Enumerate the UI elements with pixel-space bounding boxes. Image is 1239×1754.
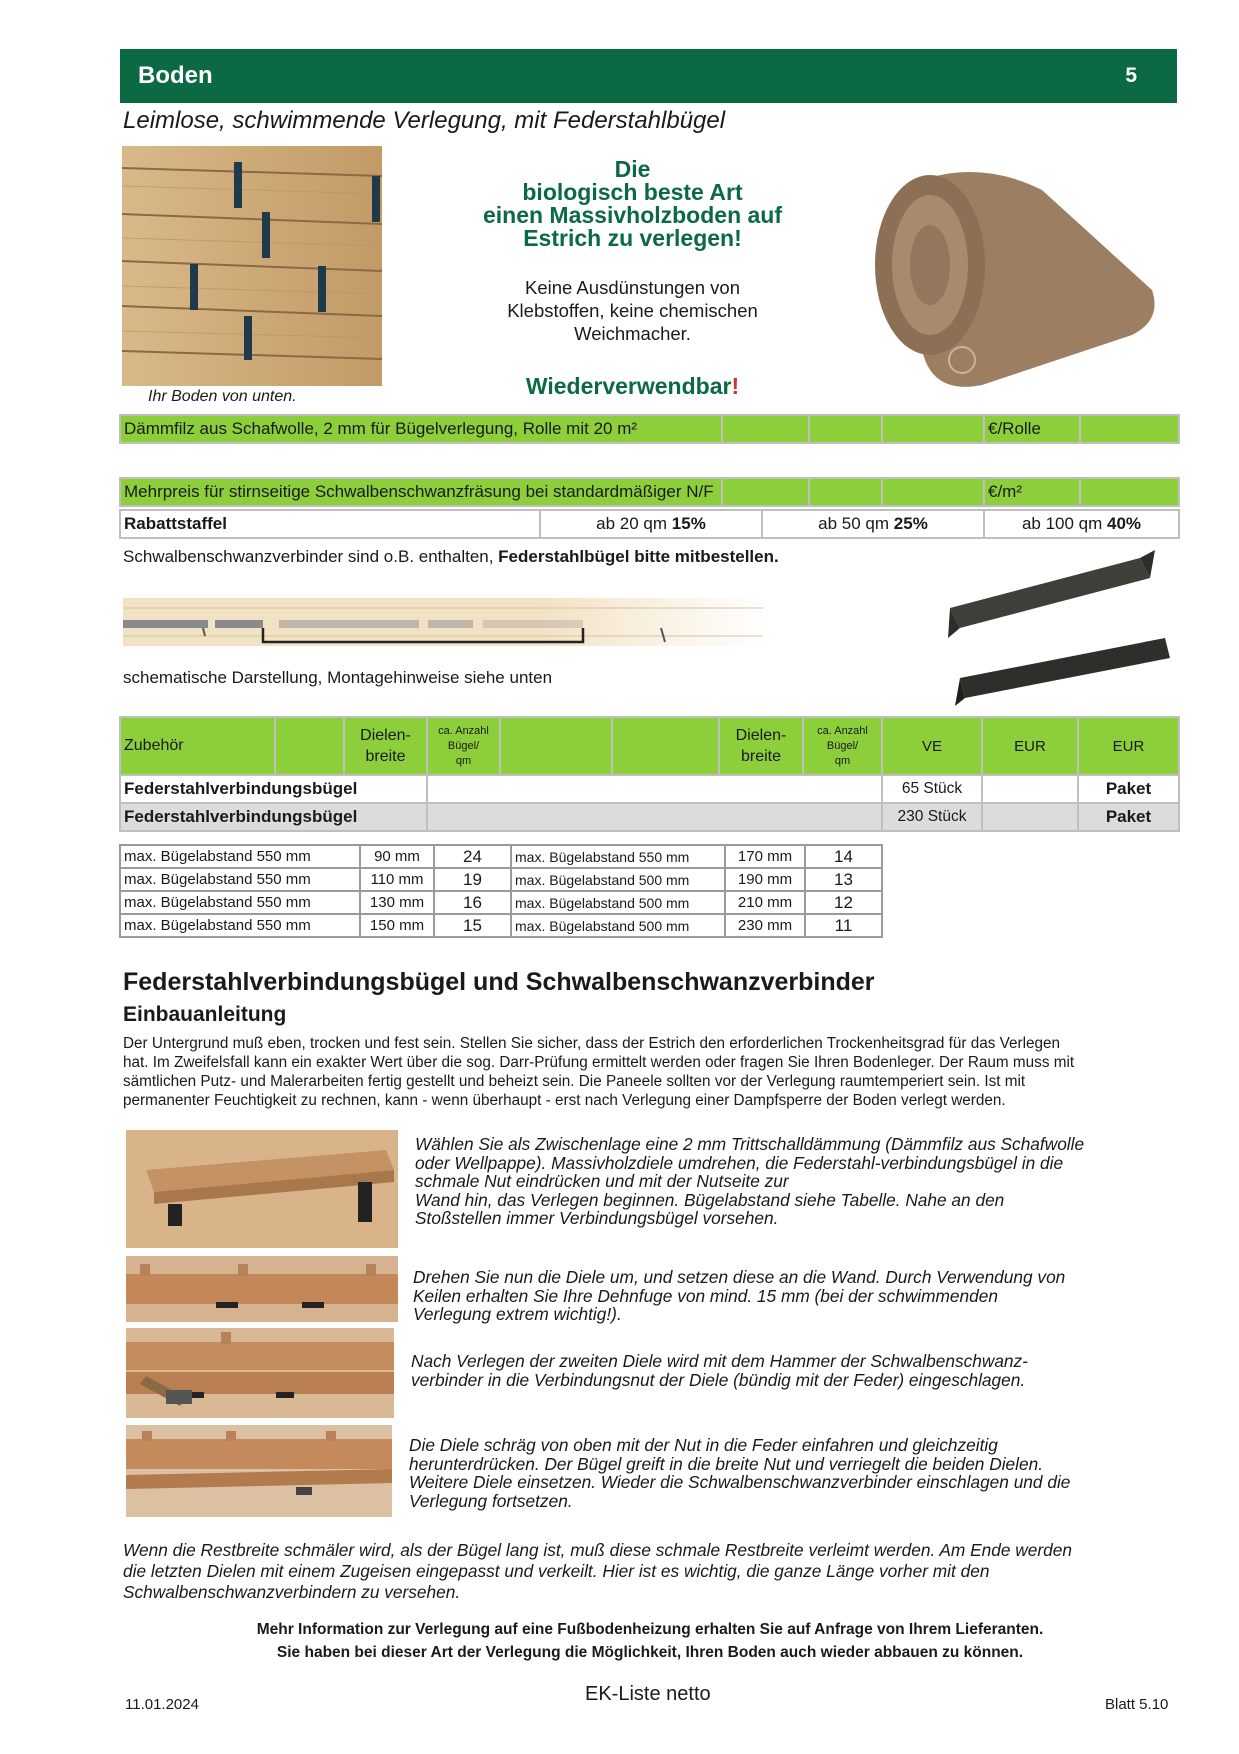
footer-page: Blatt 5.10 — [1105, 1696, 1169, 1713]
step-3-photo — [126, 1328, 394, 1418]
spacing-width: 170 mm — [725, 845, 805, 868]
col-header-zubehoer: Zubehör — [120, 717, 275, 775]
header-line: Dielen- — [735, 727, 787, 744]
step-line: verbinder in die Verbindungsnut der Diele (bündig mit der Feder) eingeschlagen. — [411, 1369, 1026, 1390]
intro-line: sämtlichen Putz- und Malerarbeiten fertig gestellt und beheizt sein. Die Paneele sollten vor der Verlegung raumtemperiert sein. Ist mit — [123, 1073, 1026, 1090]
spacing-width: 210 mm — [725, 891, 805, 914]
felt-label: Dämmfilz aus Schafwolle, 2 mm für Bügelverlegung, Rolle mit 20 m² — [120, 415, 722, 443]
step-line: Keilen erhalten Sie Ihre Dehnfuge von mind. 15 mm (bei der schwimmenden — [413, 1285, 998, 1306]
spacing-label: max. Bügelabstand 500 mm — [511, 891, 725, 914]
felt-row — [120, 415, 1179, 443]
heating-note-line: Sie haben bei dieser Art der Verlegung die Möglichkeit, Ihren Boden auch wieder abbauen zu können. — [276, 1644, 1024, 1661]
order-note — [123, 547, 779, 567]
surcharge-cell-empty — [882, 478, 984, 506]
closing-line: Wenn die Restbreite schmäler wird, als der Bügel lang ist, muß diese schmale Restbreite verleimt werden. Am Ende werden — [123, 1540, 1072, 1560]
accessory-ve: 65 Stück — [882, 775, 982, 803]
discount-row — [120, 510, 1179, 538]
section-title: Boden — [138, 62, 213, 89]
spacing-width: 110 mm — [360, 868, 434, 891]
step-line: Verlegung fortsetzen. — [409, 1490, 573, 1511]
spacing-count: 14 — [805, 845, 882, 868]
schematic-drawing — [123, 596, 763, 652]
step-3-text — [411, 1352, 1181, 1389]
spacing-count: 11 — [805, 914, 882, 937]
closing-line: die letzten Dielen mit einem Zugeisen eingepasst und verkeilt. Hier ist es wichtig, die ganze Länge vorher mit den — [123, 1561, 990, 1581]
header-line: breite — [365, 748, 406, 765]
promo-headline-1: Die — [614, 156, 651, 182]
spacing-count: 12 — [805, 891, 882, 914]
surcharge-cell-empty — [809, 478, 882, 506]
accessory-ve: 230 Stück — [882, 803, 982, 831]
step-line: Drehen Sie nun die Diele um, und setzen diese an die Wand. Durch Verwendung von — [413, 1267, 1066, 1287]
promo-reusable-text: Wiederverwendbar — [525, 373, 732, 399]
accessories-header-row — [120, 717, 1179, 775]
step-line: oder Wellpappe). Massivholzdiele umdrehen, die Federstahl-verbindungsbügel in die — [415, 1152, 1064, 1173]
promo-body — [455, 276, 810, 345]
spacing-label: max. Bügelabstand 550 mm — [120, 914, 360, 937]
col-header-empty — [612, 717, 719, 775]
felt-price-cell — [1080, 415, 1179, 443]
page-subtitle: Leimlose, schwimmende Verlegung, mit Federstahlbügel — [123, 107, 726, 134]
spacing-count: 19 — [434, 868, 511, 891]
discount-table — [119, 509, 1180, 539]
step-line: Nach Verlegen der zweiten Diele wird mit dem Hammer der Schwalbenschwanz- — [411, 1351, 1028, 1371]
step-2-photo — [126, 1256, 398, 1322]
surcharge-label: Mehrpreis für stirnseitige Schwalbenschwanzfräsung bei standardmäßiger N/F — [120, 478, 722, 506]
discount-tier-2-value: 25% — [893, 514, 928, 533]
accessory-unit: Paket — [1078, 775, 1179, 803]
spacing-width: 190 mm — [725, 868, 805, 891]
surcharge-price-cell — [1080, 478, 1179, 506]
discount-tier-1 — [540, 510, 762, 538]
spacing-width: 130 mm — [360, 891, 434, 914]
bracket-photo — [940, 548, 1170, 708]
spacing-width: 230 mm — [725, 914, 805, 937]
promo-reusable-mark: ! — [731, 373, 740, 399]
surcharge-table — [119, 477, 1180, 507]
col-header-empty — [500, 717, 612, 775]
step-4-text — [409, 1436, 1179, 1510]
photo-caption: Ihr Boden von unten. — [148, 388, 297, 405]
spacing-count: 13 — [805, 868, 882, 891]
spacing-width: 90 mm — [360, 845, 434, 868]
col-header-eur-1: EUR — [982, 717, 1078, 775]
col-header-anzahl-left — [427, 717, 500, 775]
step-1-text — [415, 1135, 1185, 1228]
spacing-count: 15 — [434, 914, 511, 937]
promo-body-3: Weichmacher. — [574, 323, 691, 344]
col-header-ve: VE — [882, 717, 982, 775]
accessory-price — [982, 803, 1078, 831]
header-line: ca. Anzahl — [438, 724, 489, 737]
felt-roll-photo — [862, 150, 1162, 395]
col-header-anzahl-right — [803, 717, 882, 775]
step-line: Wand hin, das Verlegen beginnen. Bügelabstand siehe Tabelle. Nahe an den — [415, 1189, 1005, 1210]
accessory-empty — [427, 803, 882, 831]
felt-cell-empty — [722, 415, 809, 443]
discount-tier-1-value: 15% — [671, 514, 706, 533]
page-header — [120, 49, 1177, 103]
heating-note — [120, 1618, 1180, 1664]
step-line: Stoßstellen immer Verbindungsbügel vorsehen. — [415, 1208, 779, 1228]
accessories-table — [119, 716, 1180, 832]
header-line: ca. Anzahl — [817, 724, 868, 737]
promo-block — [455, 158, 810, 400]
spacing-row — [120, 914, 882, 937]
spacing-count: 16 — [434, 891, 511, 914]
discount-tier-3-value: 40% — [1107, 514, 1142, 533]
surcharge-unit: €/m² — [984, 478, 1080, 506]
spacing-label: max. Bügelabstand 500 mm — [511, 914, 725, 937]
intro-line: hat. Im Zweifelsfall kann ein exakter Wert über die sog. Darr-Prüfung ermittelt werden oder fragen Sie Ihren Bodenleger. Der Raum muss mit — [123, 1054, 1075, 1071]
closing-line: Schwalbenschwanzverbindern zu versehen. — [123, 1582, 461, 1602]
promo-body-1: Keine Ausdünstungen von — [525, 277, 740, 298]
promo-headline-4: Estrich zu verlegen! — [523, 225, 742, 251]
promo-reusable — [455, 373, 810, 400]
header-line: Bügel/ — [447, 739, 480, 752]
header-line: qm — [834, 754, 851, 767]
felt-table — [119, 414, 1180, 444]
promo-headline-2: biologisch beste Art — [522, 179, 743, 205]
discount-tier-2-threshold: ab 50 qm — [818, 514, 894, 533]
instructions-title: Federstahlverbindungsbügel und Schwalbenschwanzverbinder — [123, 968, 875, 996]
order-note-emphasis: Federstahlbügel bitte mitbestellen. — [498, 547, 779, 566]
spacing-width: 150 mm — [360, 914, 434, 937]
col-header-dielenbreite-left — [344, 717, 427, 775]
spacing-table — [119, 844, 883, 938]
heating-note-line: Mehr Information zur Verlegung auf eine Fußbodenheizung erhalten Sie auf Anfrage von Ihrem Lieferanten. — [256, 1621, 1044, 1638]
discount-tier-3 — [984, 510, 1179, 538]
step-4-photo — [126, 1425, 392, 1517]
spacing-row — [120, 891, 882, 914]
col-header-empty — [275, 717, 344, 775]
spacing-count: 24 — [434, 845, 511, 868]
spacing-row — [120, 868, 882, 891]
instructions-subtitle: Einbauanleitung — [123, 1003, 287, 1026]
accessory-row — [120, 803, 1179, 831]
accessory-unit: Paket — [1078, 803, 1179, 831]
step-line: Wählen Sie als Zwischenlage eine 2 mm Trittschalldämmung (Dämmfilz aus Schafwolle — [415, 1134, 1085, 1154]
spacing-label: max. Bügelabstand 500 mm — [511, 868, 725, 891]
intro-line: permanenter Feuchtigkeit zu rechnen, kann - wenn überhaupt - erst nach Verlegung einer Dampfsperre der Boden verlegt werden. — [123, 1092, 1006, 1109]
order-note-text: Schwalbenschwanzverbinder sind o.B. enthalten, — [123, 547, 499, 566]
page-number: 5 — [1125, 64, 1137, 87]
felt-cell-empty — [809, 415, 882, 443]
instructions-intro — [123, 1034, 1183, 1110]
step-line: schmale Nut eindrücken und mit der Nutseite zur — [415, 1171, 789, 1191]
discount-label: Rabattstaffel — [120, 510, 540, 538]
schematic-caption: schematische Darstellung, Montagehinweise siehe unten — [123, 668, 553, 687]
col-header-eur-2: EUR — [1078, 717, 1179, 775]
step-line: Die Diele schräg von oben mit der Nut in die Feder einfahren und gleichzeitig — [409, 1435, 998, 1455]
header-line: Dielen- — [360, 727, 411, 744]
spacing-row — [120, 845, 882, 868]
accessory-name: Federstahlverbindungsbügel — [120, 803, 427, 831]
header-line: breite — [740, 748, 782, 765]
closing-text — [123, 1540, 1183, 1603]
step-line: Weitere Diele einsetzen. Wieder die Schwalbenschwanzverbinder einschlagen und die — [409, 1472, 1071, 1492]
step-line: Verlegung extrem wichtig!). — [413, 1304, 622, 1324]
spacing-label: max. Bügelabstand 550 mm — [120, 891, 360, 914]
footer-date: 11.01.2024 — [125, 1696, 199, 1713]
footer-center-label: EK-Liste netto — [585, 1683, 711, 1705]
felt-unit: €/Rolle — [984, 415, 1080, 443]
felt-cell-empty — [882, 415, 984, 443]
promo-body-2: Klebstoffen, keine chemischen — [507, 300, 758, 321]
spacing-label: max. Bügelabstand 550 mm — [511, 845, 725, 868]
accessory-price — [982, 775, 1078, 803]
step-1-photo — [126, 1130, 398, 1248]
step-2-text — [413, 1268, 1183, 1324]
header-line: qm — [455, 754, 472, 767]
accessory-name: Federstahlverbindungsbügel — [120, 775, 427, 803]
floor-underside-photo — [122, 146, 382, 386]
spacing-label: max. Bügelabstand 550 mm — [120, 868, 360, 891]
col-header-dielenbreite-right — [719, 717, 803, 775]
discount-tier-3-threshold: ab 100 qm — [1021, 514, 1108, 533]
intro-line: Der Untergrund muß eben, trocken und fest sein. Stellen Sie sicher, dass der Estrich den erforderlichen Trockenheitsgrad für das Verlegen — [123, 1035, 1061, 1052]
surcharge-cell-empty — [722, 478, 809, 506]
surcharge-row — [120, 478, 1179, 506]
discount-tier-1-threshold: ab 20 qm — [596, 514, 672, 533]
promo-headline-3: einen Massivholzboden auf — [482, 202, 783, 228]
spacing-label: max. Bügelabstand 550 mm — [120, 845, 360, 868]
discount-tier-2 — [762, 510, 984, 538]
header-line: Bügel/ — [826, 739, 859, 752]
step-line: herunterdrücken. Der Bügel greift in die breite Nut und verriegelt die beiden Dielen. — [409, 1453, 1044, 1474]
accessory-empty — [427, 775, 882, 803]
accessory-row — [120, 775, 1179, 803]
